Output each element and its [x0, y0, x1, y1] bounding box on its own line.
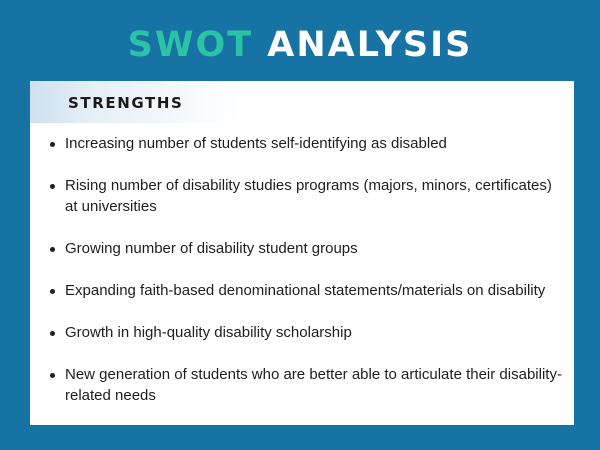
list-item	[30, 175, 574, 217]
bullet-icon	[50, 373, 55, 378]
list-item-text: New generation of students who are better able to articulate their disability-related needs	[65, 366, 562, 404]
bullet-icon	[50, 142, 55, 147]
list-item-text: Increasing number of students self-identifying as disabled	[65, 135, 447, 152]
list-item	[30, 238, 574, 259]
list-item	[30, 133, 574, 154]
title-accent-word: SWOT	[127, 25, 254, 65]
list-item-text: Growing number of disability student groups	[65, 240, 358, 257]
list-item	[30, 364, 574, 406]
list-item	[30, 280, 574, 301]
list-item-text: Growth in high-quality disability scholarship	[65, 324, 352, 341]
bullet-icon	[50, 289, 55, 294]
page-title	[0, 22, 600, 68]
bullet-icon	[50, 247, 55, 252]
bullet-icon	[50, 184, 55, 189]
strengths-list	[30, 133, 574, 427]
list-item	[30, 322, 574, 343]
title-main-word: ANALYSIS	[267, 25, 473, 65]
list-item-text: Expanding faith-based denominational statements/materials on disability	[65, 282, 546, 299]
list-item-text: Rising number of disability studies programs (majors, minors, certificates) at universities	[65, 177, 552, 215]
bullet-icon	[50, 331, 55, 336]
strengths-card	[30, 81, 574, 425]
section-heading: STRENGTHS	[68, 94, 184, 112]
